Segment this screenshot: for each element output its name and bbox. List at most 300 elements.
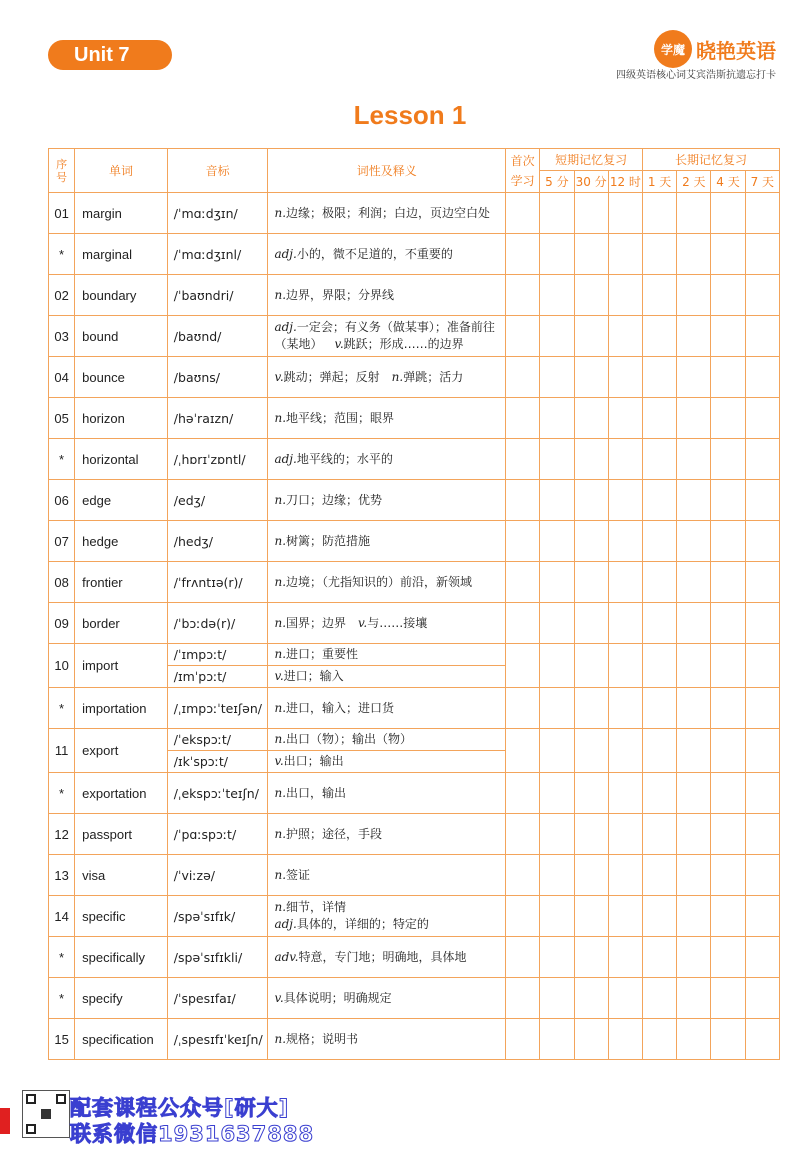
- part-of-speech: adj.: [274, 917, 297, 931]
- brand: [654, 30, 776, 68]
- review-checkbox-cell[interactable]: [677, 234, 711, 275]
- review-checkbox-cell[interactable]: [745, 644, 779, 688]
- review-checkbox-cell[interactable]: [608, 688, 642, 729]
- review-checkbox-cell[interactable]: [574, 729, 608, 773]
- table-row: [49, 1019, 780, 1060]
- review-checkbox-cell[interactable]: [506, 316, 540, 357]
- row-phonetic: /hedʒ/: [167, 521, 268, 562]
- review-checkbox-cell[interactable]: [711, 688, 745, 729]
- row-word: passport: [75, 814, 168, 855]
- part-of-speech: v.: [358, 615, 368, 630]
- row-word: horizon: [75, 398, 168, 439]
- row-definition: [268, 814, 506, 855]
- review-checkbox-cell[interactable]: [608, 855, 642, 896]
- row-number: 06: [49, 480, 75, 521]
- review-checkbox-cell[interactable]: [540, 480, 574, 521]
- long-slot-header: 2 天: [677, 171, 711, 193]
- review-checkbox-cell[interactable]: [677, 978, 711, 1019]
- review-checkbox-cell[interactable]: [711, 896, 745, 937]
- definition-text: 国界；边界: [286, 615, 347, 630]
- definition-text: 护照；途径，手段: [286, 826, 383, 841]
- review-checkbox-cell[interactable]: [540, 773, 574, 814]
- review-checkbox-cell[interactable]: [677, 644, 711, 688]
- row-number: 09: [49, 603, 75, 644]
- review-checkbox-cell[interactable]: [642, 1019, 676, 1060]
- definition-text: 签证: [286, 867, 311, 882]
- row-word: visa: [75, 855, 168, 896]
- review-checkbox-cell[interactable]: [711, 1019, 745, 1060]
- table-row: [49, 937, 780, 978]
- review-checkbox-cell[interactable]: [711, 439, 745, 480]
- review-checkbox-cell[interactable]: [574, 193, 608, 234]
- review-checkbox-cell[interactable]: [642, 275, 676, 316]
- review-checkbox-cell[interactable]: [608, 357, 642, 398]
- review-checkbox-cell[interactable]: [745, 439, 779, 480]
- definition-text: 具体说明；明确规定: [283, 990, 392, 1005]
- review-checkbox-cell[interactable]: [745, 480, 779, 521]
- review-checkbox-cell[interactable]: [608, 603, 642, 644]
- row-phonetic: /ˈmɑːdʒɪn/: [167, 193, 268, 234]
- review-checkbox-cell[interactable]: [608, 316, 642, 357]
- review-checkbox-cell[interactable]: [677, 937, 711, 978]
- review-checkbox-cell[interactable]: [574, 1019, 608, 1060]
- review-checkbox-cell[interactable]: [745, 855, 779, 896]
- part-of-speech: n.: [274, 785, 287, 800]
- review-checkbox-cell[interactable]: [711, 234, 745, 275]
- review-checkbox-cell[interactable]: [677, 480, 711, 521]
- review-checkbox-cell[interactable]: [677, 357, 711, 398]
- part-of-speech: n.: [274, 574, 287, 589]
- review-checkbox-cell[interactable]: [745, 521, 779, 562]
- review-checkbox-cell[interactable]: [574, 275, 608, 316]
- footer-red-bar: [0, 1108, 10, 1134]
- review-checkbox-cell[interactable]: [608, 439, 642, 480]
- review-checkbox-cell[interactable]: [540, 729, 574, 773]
- review-checkbox-cell[interactable]: [608, 398, 642, 439]
- row-number: 04: [49, 357, 75, 398]
- row-word: specification: [75, 1019, 168, 1060]
- review-checkbox-cell[interactable]: [506, 275, 540, 316]
- row-definition: [268, 316, 506, 357]
- row-phonetic: /ˌhɒrɪˈzɒntl/: [167, 439, 268, 480]
- review-checkbox-cell[interactable]: [506, 480, 540, 521]
- row-definition: [268, 688, 506, 729]
- review-checkbox-cell[interactable]: [745, 773, 779, 814]
- review-checkbox-cell[interactable]: [745, 937, 779, 978]
- table-row: [49, 562, 780, 603]
- review-checkbox-cell[interactable]: [745, 896, 779, 937]
- definition-text: 边境；（尤指知识的）前沿，新领域: [286, 574, 473, 589]
- review-checkbox-cell[interactable]: [745, 357, 779, 398]
- review-checkbox-cell[interactable]: [745, 398, 779, 439]
- col-header-word: 单词: [75, 149, 168, 193]
- row-word: hedge: [75, 521, 168, 562]
- row-number: 02: [49, 275, 75, 316]
- part-of-speech: adv.: [274, 949, 299, 964]
- row-definition: [268, 1019, 506, 1060]
- row-definition: [268, 751, 506, 773]
- review-checkbox-cell[interactable]: [711, 814, 745, 855]
- review-checkbox-cell[interactable]: [642, 644, 676, 688]
- review-checkbox-cell[interactable]: [506, 1019, 540, 1060]
- definition-text: 规格；说明书: [286, 1031, 359, 1046]
- definition-text: 一定会；有义务（做某事）；准备前往（某地）: [274, 320, 495, 351]
- row-number: *: [49, 773, 75, 814]
- part-of-speech: n.: [274, 615, 287, 630]
- definition-text: 刀口；边缘；优势: [286, 492, 383, 507]
- part-of-speech: n.: [274, 205, 287, 220]
- review-checkbox-cell[interactable]: [506, 729, 540, 773]
- table-row: [49, 978, 780, 1019]
- row-definition: [268, 855, 506, 896]
- definition-text: 出口（物）；输出（物）: [286, 732, 413, 746]
- review-checkbox-cell[interactable]: [574, 688, 608, 729]
- review-checkbox-cell[interactable]: [677, 1019, 711, 1060]
- row-phonetic: /baʊns/: [167, 357, 268, 398]
- review-checkbox-cell[interactable]: [574, 234, 608, 275]
- review-checkbox-cell[interactable]: [608, 937, 642, 978]
- definition-text: 进口；输入: [283, 669, 344, 683]
- table-row: [49, 316, 780, 357]
- unit-badge: Unit 7: [48, 40, 172, 70]
- review-checkbox-cell[interactable]: [574, 773, 608, 814]
- row-number: 13: [49, 855, 75, 896]
- row-word: frontier: [75, 562, 168, 603]
- review-checkbox-cell[interactable]: [677, 896, 711, 937]
- table-row: [49, 275, 780, 316]
- brand-logo-icon: 学魔: [654, 30, 692, 68]
- part-of-speech: n.: [391, 369, 404, 384]
- footer-line-2: 联系微信1931637888: [70, 1122, 315, 1146]
- definition-text: 小的，微不足道的，不重要的: [296, 246, 453, 261]
- definition-text: 边界，界限；分界线: [286, 287, 395, 302]
- review-checkbox-cell[interactable]: [745, 603, 779, 644]
- definition-text: 与……接壤: [367, 615, 428, 630]
- review-checkbox-cell[interactable]: [540, 937, 574, 978]
- review-checkbox-cell[interactable]: [574, 316, 608, 357]
- row-definition: [268, 666, 506, 688]
- review-checkbox-cell[interactable]: [506, 773, 540, 814]
- definition-text: 地平线的；水平的: [296, 451, 393, 466]
- row-number: *: [49, 937, 75, 978]
- review-checkbox-cell[interactable]: [642, 978, 676, 1019]
- table-row: [49, 773, 780, 814]
- table-row: [49, 480, 780, 521]
- row-word: horizontal: [75, 439, 168, 480]
- row-phonetic: /ˈmɑːdʒɪnl/: [167, 234, 268, 275]
- review-checkbox-cell[interactable]: [506, 688, 540, 729]
- review-checkbox-cell[interactable]: [745, 316, 779, 357]
- review-checkbox-cell[interactable]: [540, 855, 574, 896]
- review-checkbox-cell[interactable]: [540, 193, 574, 234]
- page-subtitle: 四级英语核心词艾宾浩斯抗遗忘打卡: [616, 70, 776, 81]
- row-phonetic: /ˈviːzə/: [167, 855, 268, 896]
- review-checkbox-cell[interactable]: [642, 562, 676, 603]
- review-checkbox-cell[interactable]: [608, 896, 642, 937]
- review-checkbox-cell[interactable]: [506, 978, 540, 1019]
- review-checkbox-cell[interactable]: [608, 1019, 642, 1060]
- part-of-speech: n.: [274, 826, 287, 841]
- review-checkbox-cell[interactable]: [677, 603, 711, 644]
- row-definition: [268, 896, 506, 937]
- col-header-long-term: 长期记忆复习: [642, 149, 779, 171]
- review-checkbox-cell[interactable]: [540, 357, 574, 398]
- review-checkbox-cell[interactable]: [642, 193, 676, 234]
- row-definition: [268, 644, 506, 666]
- row-phonetic: /ˌekspɔːˈteɪʃn/: [167, 773, 268, 814]
- review-checkbox-cell[interactable]: [677, 562, 711, 603]
- row-definition: [268, 193, 506, 234]
- table-row: [49, 398, 780, 439]
- part-of-speech: adj.: [274, 451, 297, 466]
- review-checkbox-cell[interactable]: [711, 855, 745, 896]
- review-checkbox-cell[interactable]: [506, 644, 540, 688]
- review-checkbox-cell[interactable]: [574, 937, 608, 978]
- review-checkbox-cell[interactable]: [540, 316, 574, 357]
- definition-text: 跳动；弹起；反射: [283, 369, 380, 384]
- row-word: specific: [75, 896, 168, 937]
- row-definition: [268, 234, 506, 275]
- row-word: border: [75, 603, 168, 644]
- review-checkbox-cell[interactable]: [677, 193, 711, 234]
- review-checkbox-cell[interactable]: [642, 773, 676, 814]
- review-checkbox-cell[interactable]: [540, 814, 574, 855]
- part-of-speech: adj.: [274, 246, 297, 261]
- review-checkbox-cell[interactable]: [608, 193, 642, 234]
- review-checkbox-cell[interactable]: [506, 603, 540, 644]
- review-checkbox-cell[interactable]: [608, 562, 642, 603]
- review-checkbox-cell[interactable]: [711, 603, 745, 644]
- review-checkbox-cell[interactable]: [677, 316, 711, 357]
- review-checkbox-cell[interactable]: [642, 398, 676, 439]
- row-definition: [268, 521, 506, 562]
- review-checkbox-cell[interactable]: [642, 688, 676, 729]
- review-checkbox-cell[interactable]: [608, 275, 642, 316]
- review-checkbox-cell[interactable]: [711, 937, 745, 978]
- review-checkbox-cell[interactable]: [506, 439, 540, 480]
- part-of-speech: v.: [274, 669, 284, 683]
- review-checkbox-cell[interactable]: [574, 357, 608, 398]
- row-definition: [268, 729, 506, 751]
- review-checkbox-cell[interactable]: [642, 521, 676, 562]
- table-row: [49, 896, 780, 937]
- review-checkbox-cell[interactable]: [711, 978, 745, 1019]
- row-word: export: [75, 729, 168, 773]
- review-checkbox-cell[interactable]: [711, 644, 745, 688]
- review-checkbox-cell[interactable]: [540, 234, 574, 275]
- review-checkbox-cell[interactable]: [677, 855, 711, 896]
- review-checkbox-cell[interactable]: [711, 480, 745, 521]
- review-checkbox-cell[interactable]: [506, 855, 540, 896]
- review-checkbox-cell[interactable]: [745, 814, 779, 855]
- review-checkbox-cell[interactable]: [608, 644, 642, 688]
- review-checkbox-cell[interactable]: [677, 275, 711, 316]
- review-checkbox-cell[interactable]: [540, 644, 574, 688]
- long-slot-header: 4 天: [711, 171, 745, 193]
- review-checkbox-cell[interactable]: [642, 937, 676, 978]
- row-phonetic: /ˈbɔːdə(r)/: [167, 603, 268, 644]
- part-of-speech: n.: [274, 410, 287, 425]
- review-checkbox-cell[interactable]: [540, 521, 574, 562]
- table-row: [49, 234, 780, 275]
- review-checkbox-cell[interactable]: [574, 480, 608, 521]
- review-checkbox-cell[interactable]: [574, 562, 608, 603]
- long-slot-header: 7 天: [745, 171, 779, 193]
- qr-code-icon: [22, 1090, 70, 1138]
- review-checkbox-cell[interactable]: [608, 480, 642, 521]
- definition-text: 特意，专门地；明确地，具体地: [298, 949, 467, 964]
- review-checkbox-cell[interactable]: [608, 729, 642, 773]
- review-checkbox-cell[interactable]: [608, 773, 642, 814]
- review-checkbox-cell[interactable]: [642, 357, 676, 398]
- lesson-title: Lesson 1: [353, 100, 467, 130]
- row-phonetic: /ɪkˈspɔːt/: [167, 751, 268, 773]
- review-checkbox-cell[interactable]: [711, 521, 745, 562]
- review-checkbox-cell[interactable]: [540, 562, 574, 603]
- review-checkbox-cell[interactable]: [574, 521, 608, 562]
- review-checkbox-cell[interactable]: [540, 603, 574, 644]
- short-slot-header: 30 分: [574, 171, 608, 193]
- review-checkbox-cell[interactable]: [608, 814, 642, 855]
- row-number: *: [49, 234, 75, 275]
- review-checkbox-cell[interactable]: [745, 234, 779, 275]
- review-checkbox-cell[interactable]: [540, 439, 574, 480]
- review-checkbox-cell[interactable]: [677, 814, 711, 855]
- review-checkbox-cell[interactable]: [745, 688, 779, 729]
- review-checkbox-cell[interactable]: [711, 193, 745, 234]
- review-checkbox-cell[interactable]: [574, 814, 608, 855]
- review-checkbox-cell[interactable]: [540, 896, 574, 937]
- row-phonetic: /spəˈsɪfɪk/: [167, 896, 268, 937]
- row-phonetic: /ˈekspɔːt/: [167, 729, 268, 751]
- row-word: importation: [75, 688, 168, 729]
- definition-text: 进口；重要性: [286, 647, 359, 661]
- review-checkbox-cell[interactable]: [677, 688, 711, 729]
- review-checkbox-cell[interactable]: [506, 521, 540, 562]
- review-checkbox-cell[interactable]: [608, 978, 642, 1019]
- definition-text: 跳跃；形成……的边界: [343, 337, 464, 351]
- row-phonetic: /həˈraɪzn/: [167, 398, 268, 439]
- review-checkbox-cell[interactable]: [745, 729, 779, 773]
- row-number: 03: [49, 316, 75, 357]
- review-checkbox-cell[interactable]: [745, 275, 779, 316]
- review-checkbox-cell[interactable]: [677, 729, 711, 773]
- review-checkbox-cell[interactable]: [677, 773, 711, 814]
- part-of-speech: v.: [274, 754, 284, 768]
- row-word: bounce: [75, 357, 168, 398]
- definition-text: 出口；输出: [283, 754, 344, 768]
- review-checkbox-cell[interactable]: [745, 562, 779, 603]
- review-checkbox-cell[interactable]: [506, 562, 540, 603]
- review-checkbox-cell[interactable]: [677, 521, 711, 562]
- definition-text: 具体的，详细的；特定的: [296, 917, 429, 931]
- col-header-first-study: 首次学习: [506, 149, 540, 193]
- review-checkbox-cell[interactable]: [642, 896, 676, 937]
- part-of-speech: n.: [274, 900, 287, 914]
- review-checkbox-cell[interactable]: [711, 316, 745, 357]
- review-checkbox-cell[interactable]: [574, 896, 608, 937]
- review-checkbox-cell[interactable]: [745, 193, 779, 234]
- definition-text: 进口，输入；进口货: [286, 700, 395, 715]
- review-checkbox-cell[interactable]: [574, 644, 608, 688]
- review-checkbox-cell[interactable]: [540, 1019, 574, 1060]
- part-of-speech: adj.: [274, 320, 297, 334]
- review-checkbox-cell[interactable]: [506, 357, 540, 398]
- review-checkbox-cell[interactable]: [711, 357, 745, 398]
- row-phonetic: /baʊnd/: [167, 316, 268, 357]
- review-checkbox-cell[interactable]: [642, 480, 676, 521]
- review-checkbox-cell[interactable]: [642, 234, 676, 275]
- review-checkbox-cell[interactable]: [574, 398, 608, 439]
- review-checkbox-cell[interactable]: [711, 398, 745, 439]
- part-of-speech: n.: [274, 1031, 287, 1046]
- review-checkbox-cell[interactable]: [711, 562, 745, 603]
- review-checkbox-cell[interactable]: [574, 439, 608, 480]
- review-checkbox-cell[interactable]: [540, 275, 574, 316]
- review-checkbox-cell[interactable]: [642, 439, 676, 480]
- review-checkbox-cell[interactable]: [608, 521, 642, 562]
- review-checkbox-cell[interactable]: [506, 896, 540, 937]
- review-checkbox-cell[interactable]: [506, 193, 540, 234]
- row-definition: [268, 562, 506, 603]
- review-checkbox-cell[interactable]: [574, 978, 608, 1019]
- table-row: [49, 688, 780, 729]
- review-checkbox-cell[interactable]: [642, 316, 676, 357]
- review-checkbox-cell[interactable]: [506, 814, 540, 855]
- row-definition: [268, 275, 506, 316]
- row-word: specifically: [75, 937, 168, 978]
- review-checkbox-cell[interactable]: [642, 729, 676, 773]
- review-checkbox-cell[interactable]: [642, 814, 676, 855]
- definition-text: 弹跳；活力: [403, 369, 464, 384]
- col-header-definition: 词性及释义: [268, 149, 506, 193]
- review-checkbox-cell[interactable]: [711, 275, 745, 316]
- row-word: specify: [75, 978, 168, 1019]
- row-definition: [268, 480, 506, 521]
- review-checkbox-cell[interactable]: [506, 398, 540, 439]
- row-number: 14: [49, 896, 75, 937]
- row-number: *: [49, 688, 75, 729]
- row-definition: [268, 978, 506, 1019]
- review-checkbox-cell[interactable]: [574, 855, 608, 896]
- row-phonetic: /ˌɪmpɔːˈteɪʃən/: [167, 688, 268, 729]
- review-checkbox-cell[interactable]: [677, 439, 711, 480]
- review-checkbox-cell[interactable]: [711, 773, 745, 814]
- table-row: [49, 193, 780, 234]
- review-checkbox-cell[interactable]: [642, 855, 676, 896]
- row-word: exportation: [75, 773, 168, 814]
- review-checkbox-cell[interactable]: [574, 603, 608, 644]
- table-row: [49, 603, 780, 644]
- definition-text: 边缘；极限；利润；白边，页边空白处: [286, 205, 491, 220]
- review-checkbox-cell[interactable]: [745, 978, 779, 1019]
- row-phonetic: /ˈpɑːspɔːt/: [167, 814, 268, 855]
- review-checkbox-cell[interactable]: [540, 688, 574, 729]
- review-checkbox-cell[interactable]: [506, 937, 540, 978]
- brand-name: 晓艳英语: [696, 38, 776, 63]
- definition-text: 树篱；防范措施: [286, 533, 371, 548]
- review-checkbox-cell[interactable]: [711, 729, 745, 773]
- review-checkbox-cell[interactable]: [506, 234, 540, 275]
- review-checkbox-cell[interactable]: [745, 1019, 779, 1060]
- table-row: [49, 439, 780, 480]
- review-checkbox-cell[interactable]: [642, 603, 676, 644]
- review-checkbox-cell[interactable]: [540, 978, 574, 1019]
- review-checkbox-cell[interactable]: [677, 398, 711, 439]
- review-checkbox-cell[interactable]: [540, 398, 574, 439]
- review-checkbox-cell[interactable]: [608, 234, 642, 275]
- row-phonetic: /ˌspesɪfɪˈkeɪʃn/: [167, 1019, 268, 1060]
